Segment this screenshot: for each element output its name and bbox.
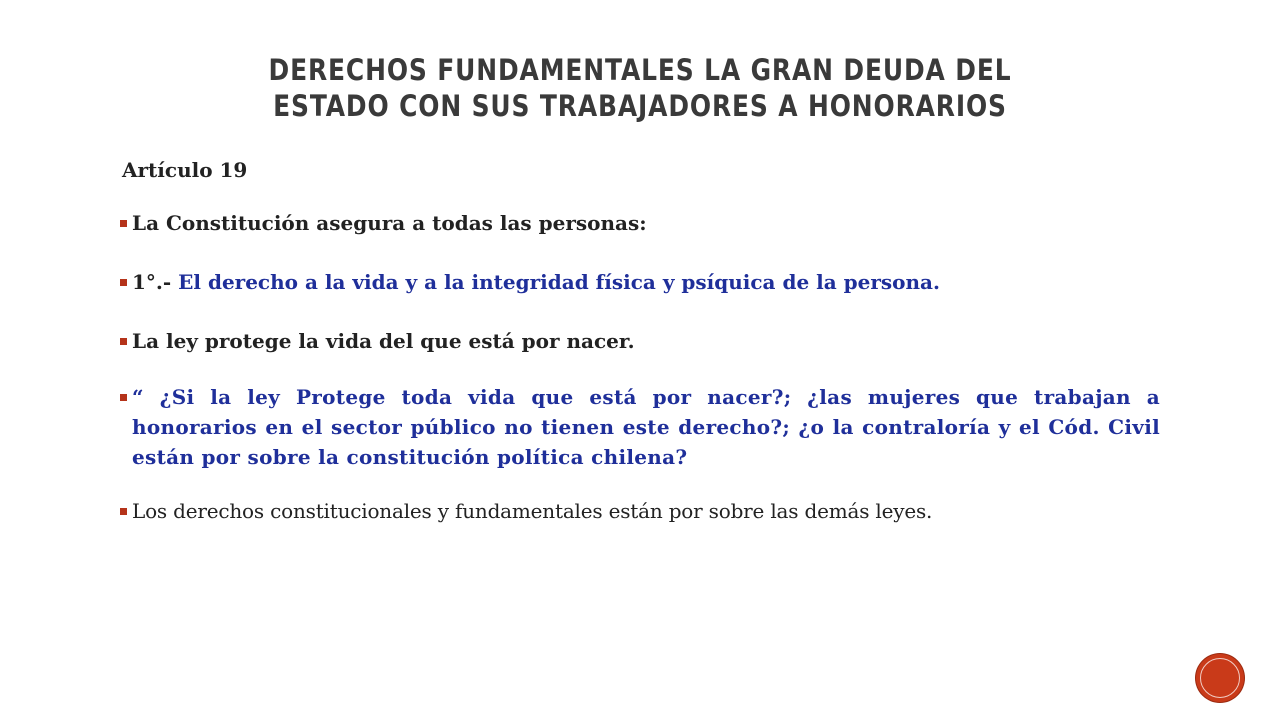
square-bullet-icon bbox=[120, 508, 127, 515]
logo-ring bbox=[1200, 658, 1240, 698]
bullet-text: La Constitución asegura a todas las personas: bbox=[132, 211, 647, 235]
square-bullet-icon bbox=[120, 338, 127, 345]
bullet-prefix: 1°.- bbox=[132, 270, 179, 294]
bullet-item bbox=[120, 496, 1160, 526]
slide-title: DERECHOS FUNDAMENTALES LA GRAN DEUDA DEL ESTADO CON SUS TRABAJADORES A HONORARIOS bbox=[268, 53, 1012, 123]
bullet-item bbox=[120, 326, 1160, 356]
square-bullet-icon bbox=[120, 220, 127, 227]
bullet-item bbox=[120, 208, 1160, 238]
circle-logo-icon bbox=[1196, 654, 1244, 702]
quote-mark: “ bbox=[132, 385, 144, 409]
bullet-text: ¿Si la ley Protege toda vida que está por nacer?; ¿las mujeres que trabajan a honorarios en el sector público no tienen este derecho?; ¿o la contraloría y el Cód. Civil están por sobre la constitución política chilena? bbox=[132, 385, 1160, 469]
square-bullet-icon bbox=[120, 279, 127, 286]
bullet-item bbox=[120, 382, 1160, 472]
bullet-text: El derecho a la vida y a la integridad física y psíquica de la persona. bbox=[178, 270, 940, 294]
bullet-text: Los derechos constitucionales y fundamentales están por sobre las demás leyes. bbox=[132, 499, 933, 523]
bullet-item bbox=[120, 267, 1160, 297]
article-heading: Artículo 19 bbox=[122, 158, 248, 182]
square-bullet-icon bbox=[120, 394, 127, 401]
bullet-list bbox=[120, 208, 1160, 555]
bullet-text: La ley protege la vida del que está por nacer. bbox=[132, 329, 635, 353]
